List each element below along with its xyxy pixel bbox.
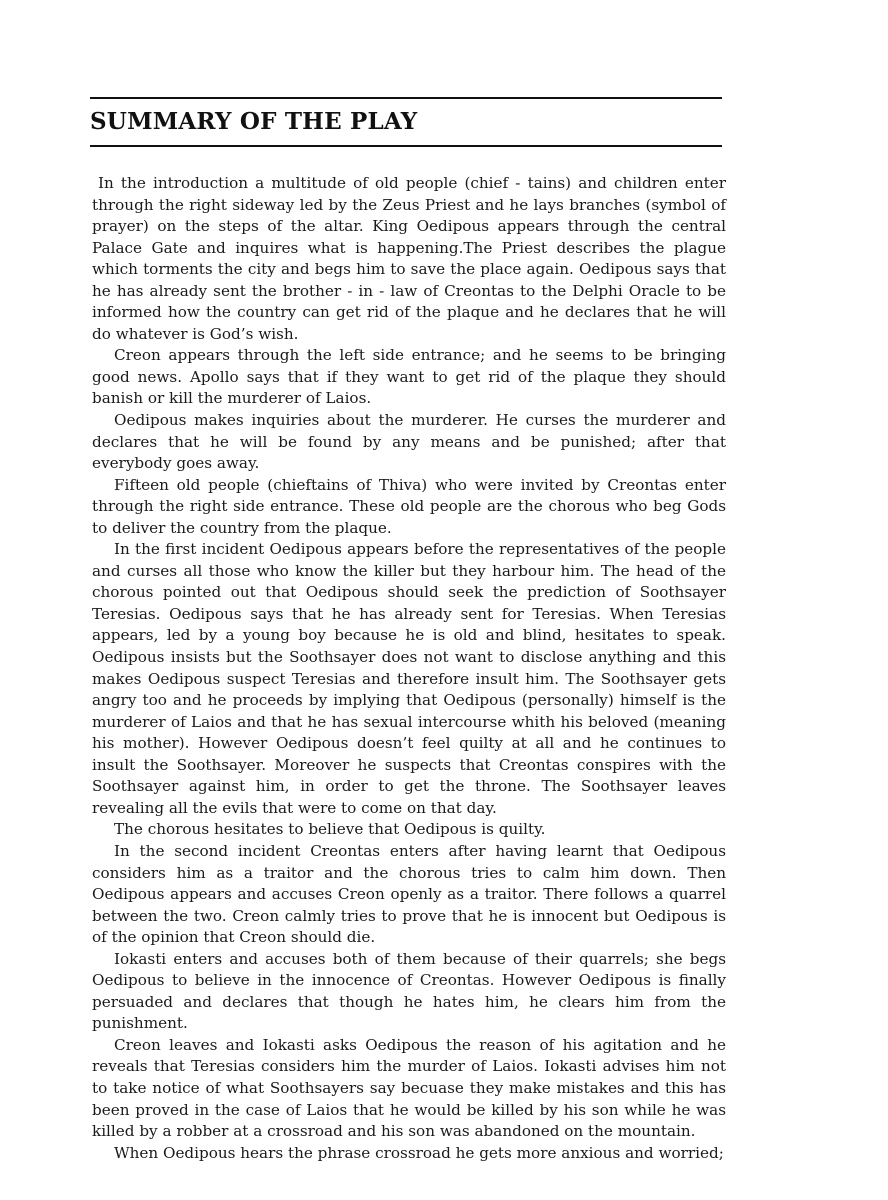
paragraph-second-incident: In the second incident Creontas enters after having learnt that Oedipous considers him as a traitor and the chorous tries to calm him down. Then Oedipous appears and accuses Creon openly as a traitor. There follows a quarrel between the two. Creon calmly tries to prove that he is innocent but Oedipous is of the opinion that Creon should die. <box>92 841 726 947</box>
paragraph-iokasti-enters: Iokasti enters and accuses both of them because of their quarrels; she begs Oedipous to believe in the innocence of Creontas. However Oedipous is finally persuaded and declares that though he hates him, he clears him from the punishment. <box>92 949 726 1033</box>
paragraph-creon-appears: Creon appears through the left side entrance; and he seems to be bringing good news. Apollo says that if they want to get rid of the plaque they should banish or kill the murderer of Laios. <box>92 346 726 408</box>
summary-body <box>92 173 726 1164</box>
heading-bottom-rule <box>90 145 722 147</box>
paragraph-chorous-enters: Fifteen old people (chieftains of Thiva) who were invited by Creontas enter through the right side entrance. These old people are the chorous who beg Gods to deliver the country from the plaque. <box>92 475 726 537</box>
paragraph-creon-leaves: Creon leaves and Iokasti asks Oedipous the reason of his agitation and he reveals that Teresias considers him the murder of Laios. Iokasti advises him not to take notice of what Soothsayers say becuase they make mistakes and this has been proved in the case of Laios that he would be killed by his son while he was killed by a robber at a crossroad and his son was abandoned on the mountain. <box>92 1035 726 1141</box>
paragraph-introduction: In the introduction a multitude of old people (chief - tains) and children enter through the right sideway led by the Zeus Priest and he lays branches (symbol of prayer) on the steps of the altar. King Oedipous appears through the central Palace Gate and inquires what is happening.The Priest describes the plague which torments the city and begs him to save the place again. Oedipous says that he has already sent the brother - in - law of Creontas to the Delphi Oracle to be informed how the country can get rid of the plaque and he declares that he will do whatever is God’s wish. <box>92 174 726 343</box>
heading-top-rule <box>90 97 722 99</box>
paragraph-inquiries: Oedipous makes inquiries about the murderer. He curses the murderer and declares that he will be found by any means and be punished; after that everybody goes away. <box>92 411 726 473</box>
paragraph-chorous-hesitates: The chorous hesitates to believe that Oedipous is quilty. <box>114 820 546 839</box>
paragraph-crossroad: When Oedipous hears the phrase crossroad he gets more anxious and worried; <box>114 1143 724 1162</box>
paragraph-first-incident: In the first incident Oedipous appears before the representatives of the people and curses all those who know the killer but they harbour him. The head of the chorous pointed out that Oedipous should seek the prediction of Soothsayer Teresias. Oedipous says that he has already sent for Teresias. When Teresias appears, led by a young boy because he is old and blind, hesitates to speak. Oedipous insists but the Soothsayer does not want to disclose anything and this makes Oedipous suspect Teresias and therefore insult him. The Soothsayer gets angry too and he proceeds by implying that Oedipous (personally) himself is the murderer of Laios and that he has sexual intercourse whith his beloved (meaning his mother). However Oedipous doesn’t feel quilty at all and he continues to insult the Soothsayer. Moreover he suspects that Creontas conspires with the Soothsayer against him, in order to get the throne. The Soothsayer leaves revealing all the evils that were to come on that day. <box>92 540 726 817</box>
section-heading: SUMMARY OF THE PLAY <box>90 108 418 135</box>
